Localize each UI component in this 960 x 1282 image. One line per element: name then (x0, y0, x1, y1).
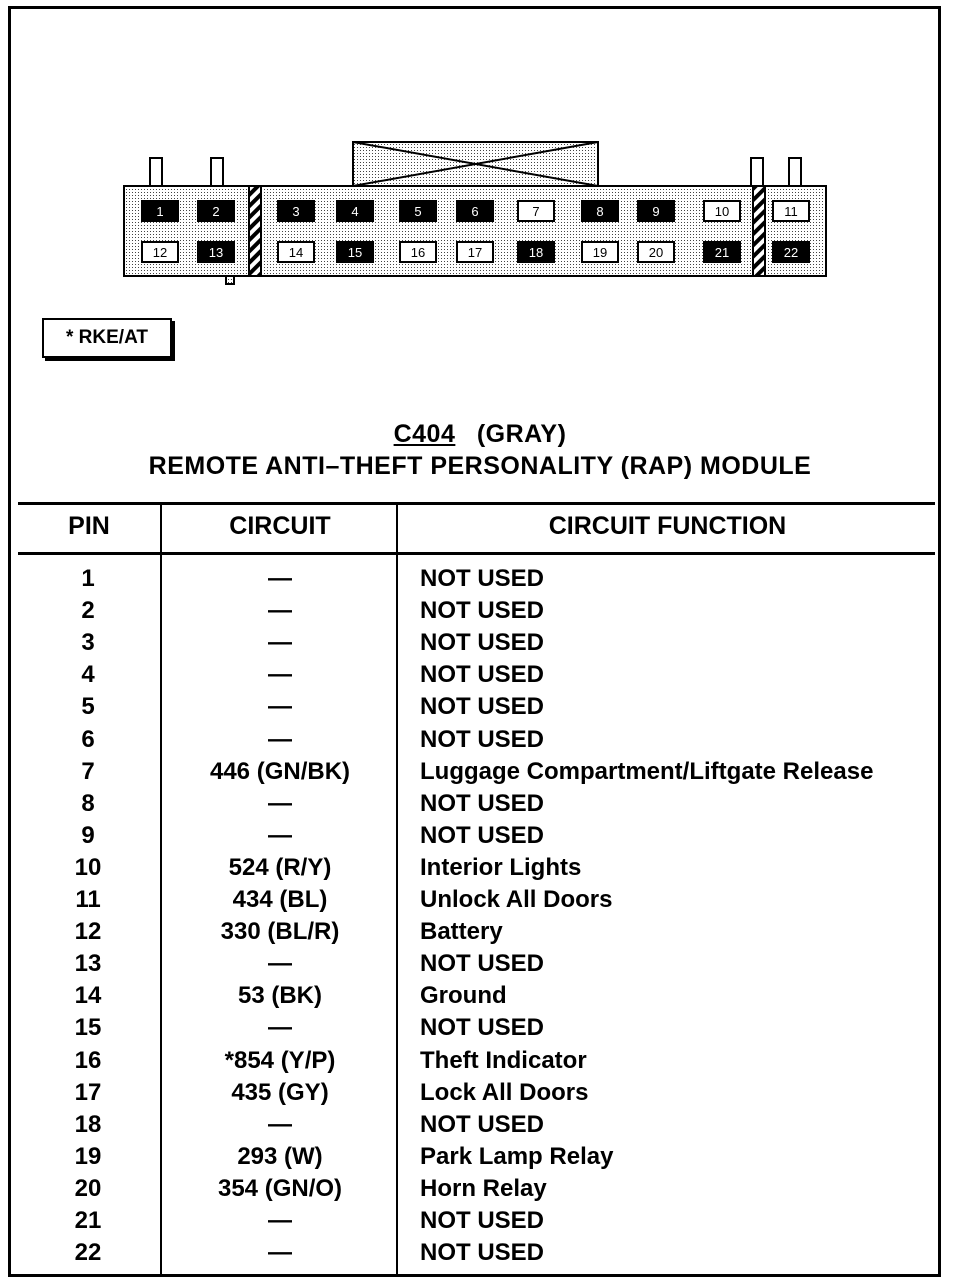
cavity-label: 3 (292, 204, 300, 219)
circuit-cell: 446 (GN/BK) (209, 757, 351, 785)
pin-cell: 15 (74, 1014, 102, 1042)
pin-cell: 9 (81, 821, 95, 849)
table-row (0, 1109, 960, 1141)
circuit-cell: — (268, 565, 292, 592)
pin-cell: 3 (81, 629, 95, 657)
circuit-cell: 434 (BL) (232, 886, 328, 913)
connector-post (751, 158, 763, 186)
cavity-label: 9 (652, 204, 660, 219)
function-cell: NOT USED (420, 1239, 545, 1267)
table-row (0, 1141, 960, 1173)
function-cell: NOT USED (420, 1207, 545, 1234)
connector-divider (249, 186, 261, 276)
cavity-label: 11 (784, 204, 798, 219)
circuit-cell: 293 (W) (237, 1142, 323, 1170)
pin-cell: 20 (74, 1174, 102, 1202)
table-row (0, 595, 960, 627)
cavity-label: 22 (783, 245, 799, 260)
circuit-cell: — (268, 597, 292, 625)
function-cell: Theft Indicator (420, 1046, 587, 1074)
circuit-cell: — (268, 1110, 292, 1138)
cavity-label: 5 (414, 204, 422, 219)
table-row (0, 948, 960, 980)
pin-cell: 11 (75, 886, 101, 913)
function-cell: Park Lamp Relay (420, 1142, 614, 1170)
circuit-cell: — (268, 1207, 292, 1234)
function-cell: Battery (420, 918, 503, 946)
table-row (0, 1237, 960, 1269)
function-cell: NOT USED (420, 661, 545, 689)
circuit-cell: — (268, 1239, 292, 1267)
circuit-cell: *854 (Y/P) (224, 1046, 336, 1074)
pin-cell: 2 (81, 597, 95, 625)
pin-cell: 16 (74, 1046, 102, 1074)
table-row (0, 659, 960, 691)
circuit-cell: 435 (GY) (231, 1078, 329, 1106)
header-function: CIRCUIT FUNCTION (548, 512, 787, 540)
pin-cell: 5 (81, 693, 95, 721)
circuit-cell: — (268, 725, 292, 753)
table-row (0, 627, 960, 659)
function-cell: NOT USED (420, 821, 545, 849)
circuit-cell: — (268, 629, 292, 657)
table-row (0, 884, 960, 916)
table-row (0, 563, 960, 595)
cavity-label: 13 (208, 245, 224, 260)
function-cell: Horn Relay (420, 1174, 547, 1202)
circuit-cell: — (268, 821, 292, 849)
table-row (0, 1077, 960, 1109)
table-row (0, 1205, 960, 1237)
circuit-cell: 330 (BL/R) (220, 918, 340, 946)
cavity-label: 12 (152, 245, 168, 260)
function-cell: NOT USED (420, 950, 545, 978)
table-header-rule (18, 552, 935, 555)
connector-post (789, 158, 801, 186)
circuit-cell: 524 (R/Y) (228, 853, 332, 881)
pin-cell: 4 (81, 661, 95, 689)
table-row (0, 756, 960, 788)
pin-cell: 6 (81, 725, 95, 753)
cavity-label: 19 (592, 245, 608, 260)
cavity-label: 18 (528, 245, 544, 260)
table-row (0, 820, 960, 852)
function-cell: Ground (420, 982, 507, 1010)
table-row (0, 788, 960, 820)
cavity-label: 6 (471, 204, 479, 219)
connector-code: C404 (393, 420, 456, 448)
pin-cell: 21 (74, 1207, 102, 1234)
function-cell: NOT USED (420, 565, 545, 592)
legend-box: * RKE/AT (42, 318, 172, 358)
connector-color: (GRAY) (476, 420, 567, 448)
circuit-cell: — (268, 693, 292, 721)
pin-cell: 22 (74, 1239, 102, 1267)
cavity-label: 10 (714, 204, 730, 219)
circuit-cell: — (268, 950, 292, 978)
cavity-label: 20 (648, 245, 664, 260)
table-row (0, 691, 960, 723)
cavity-label: 7 (532, 204, 540, 219)
connector-key (226, 276, 234, 284)
connector-diagram (0, 0, 960, 300)
connector-post (211, 158, 223, 186)
header-circuit: CIRCUIT (229, 512, 331, 540)
circuit-cell: — (268, 789, 292, 817)
cavity-label: 1 (156, 204, 164, 219)
function-cell: Lock All Doors (420, 1078, 589, 1106)
function-cell: Unlock All Doors (420, 886, 613, 913)
pin-cell: 18 (74, 1110, 102, 1138)
pin-cell: 1 (81, 565, 95, 592)
function-cell: NOT USED (420, 1110, 545, 1138)
table-row (0, 852, 960, 884)
function-cell: NOT USED (420, 597, 545, 625)
cavity-label: 16 (410, 245, 426, 260)
table-row (0, 724, 960, 756)
module-name: REMOTE ANTI–THEFT PERSONALITY (RAP) MODULE (148, 452, 812, 480)
pin-cell: 17 (74, 1078, 102, 1106)
function-cell: Luggage Compartment/Liftgate Release (420, 757, 874, 785)
cavity-label: 17 (467, 245, 483, 260)
pin-cell: 10 (74, 853, 102, 881)
cavity-label: 4 (351, 204, 359, 219)
connector-title (0, 420, 960, 449)
pin-cell: 14 (74, 982, 102, 1010)
circuit-cell: 53 (BK) (237, 982, 322, 1010)
pin-cell: 8 (81, 789, 95, 817)
circuit-cell: 354 (GN/O) (217, 1174, 343, 1202)
cavity-label: 14 (288, 245, 304, 260)
header-pin: PIN (68, 512, 110, 540)
function-cell: NOT USED (420, 725, 545, 753)
cavity-label: 15 (347, 245, 363, 260)
connector-post (150, 158, 162, 186)
pin-cell: 7 (81, 757, 95, 785)
pin-cell: 19 (74, 1142, 102, 1170)
table-row (0, 980, 960, 1012)
table-top-rule (18, 502, 935, 505)
pin-cell: 13 (74, 950, 102, 978)
function-cell: NOT USED (420, 1014, 545, 1042)
function-cell: NOT USED (420, 693, 545, 721)
pin-cell: 12 (74, 918, 102, 946)
function-cell: NOT USED (420, 789, 545, 817)
cavity-label: 8 (596, 204, 604, 219)
cavity-label: 2 (212, 204, 220, 219)
function-cell: NOT USED (420, 629, 545, 657)
function-cell: Interior Lights (420, 853, 582, 881)
circuit-cell: — (268, 1014, 292, 1042)
table-row (0, 1173, 960, 1205)
table-row (0, 1012, 960, 1044)
table-row (0, 916, 960, 948)
connector-divider (753, 186, 765, 276)
cavity-label: 21 (714, 245, 730, 260)
table-row (0, 1045, 960, 1077)
circuit-cell: — (268, 661, 292, 689)
